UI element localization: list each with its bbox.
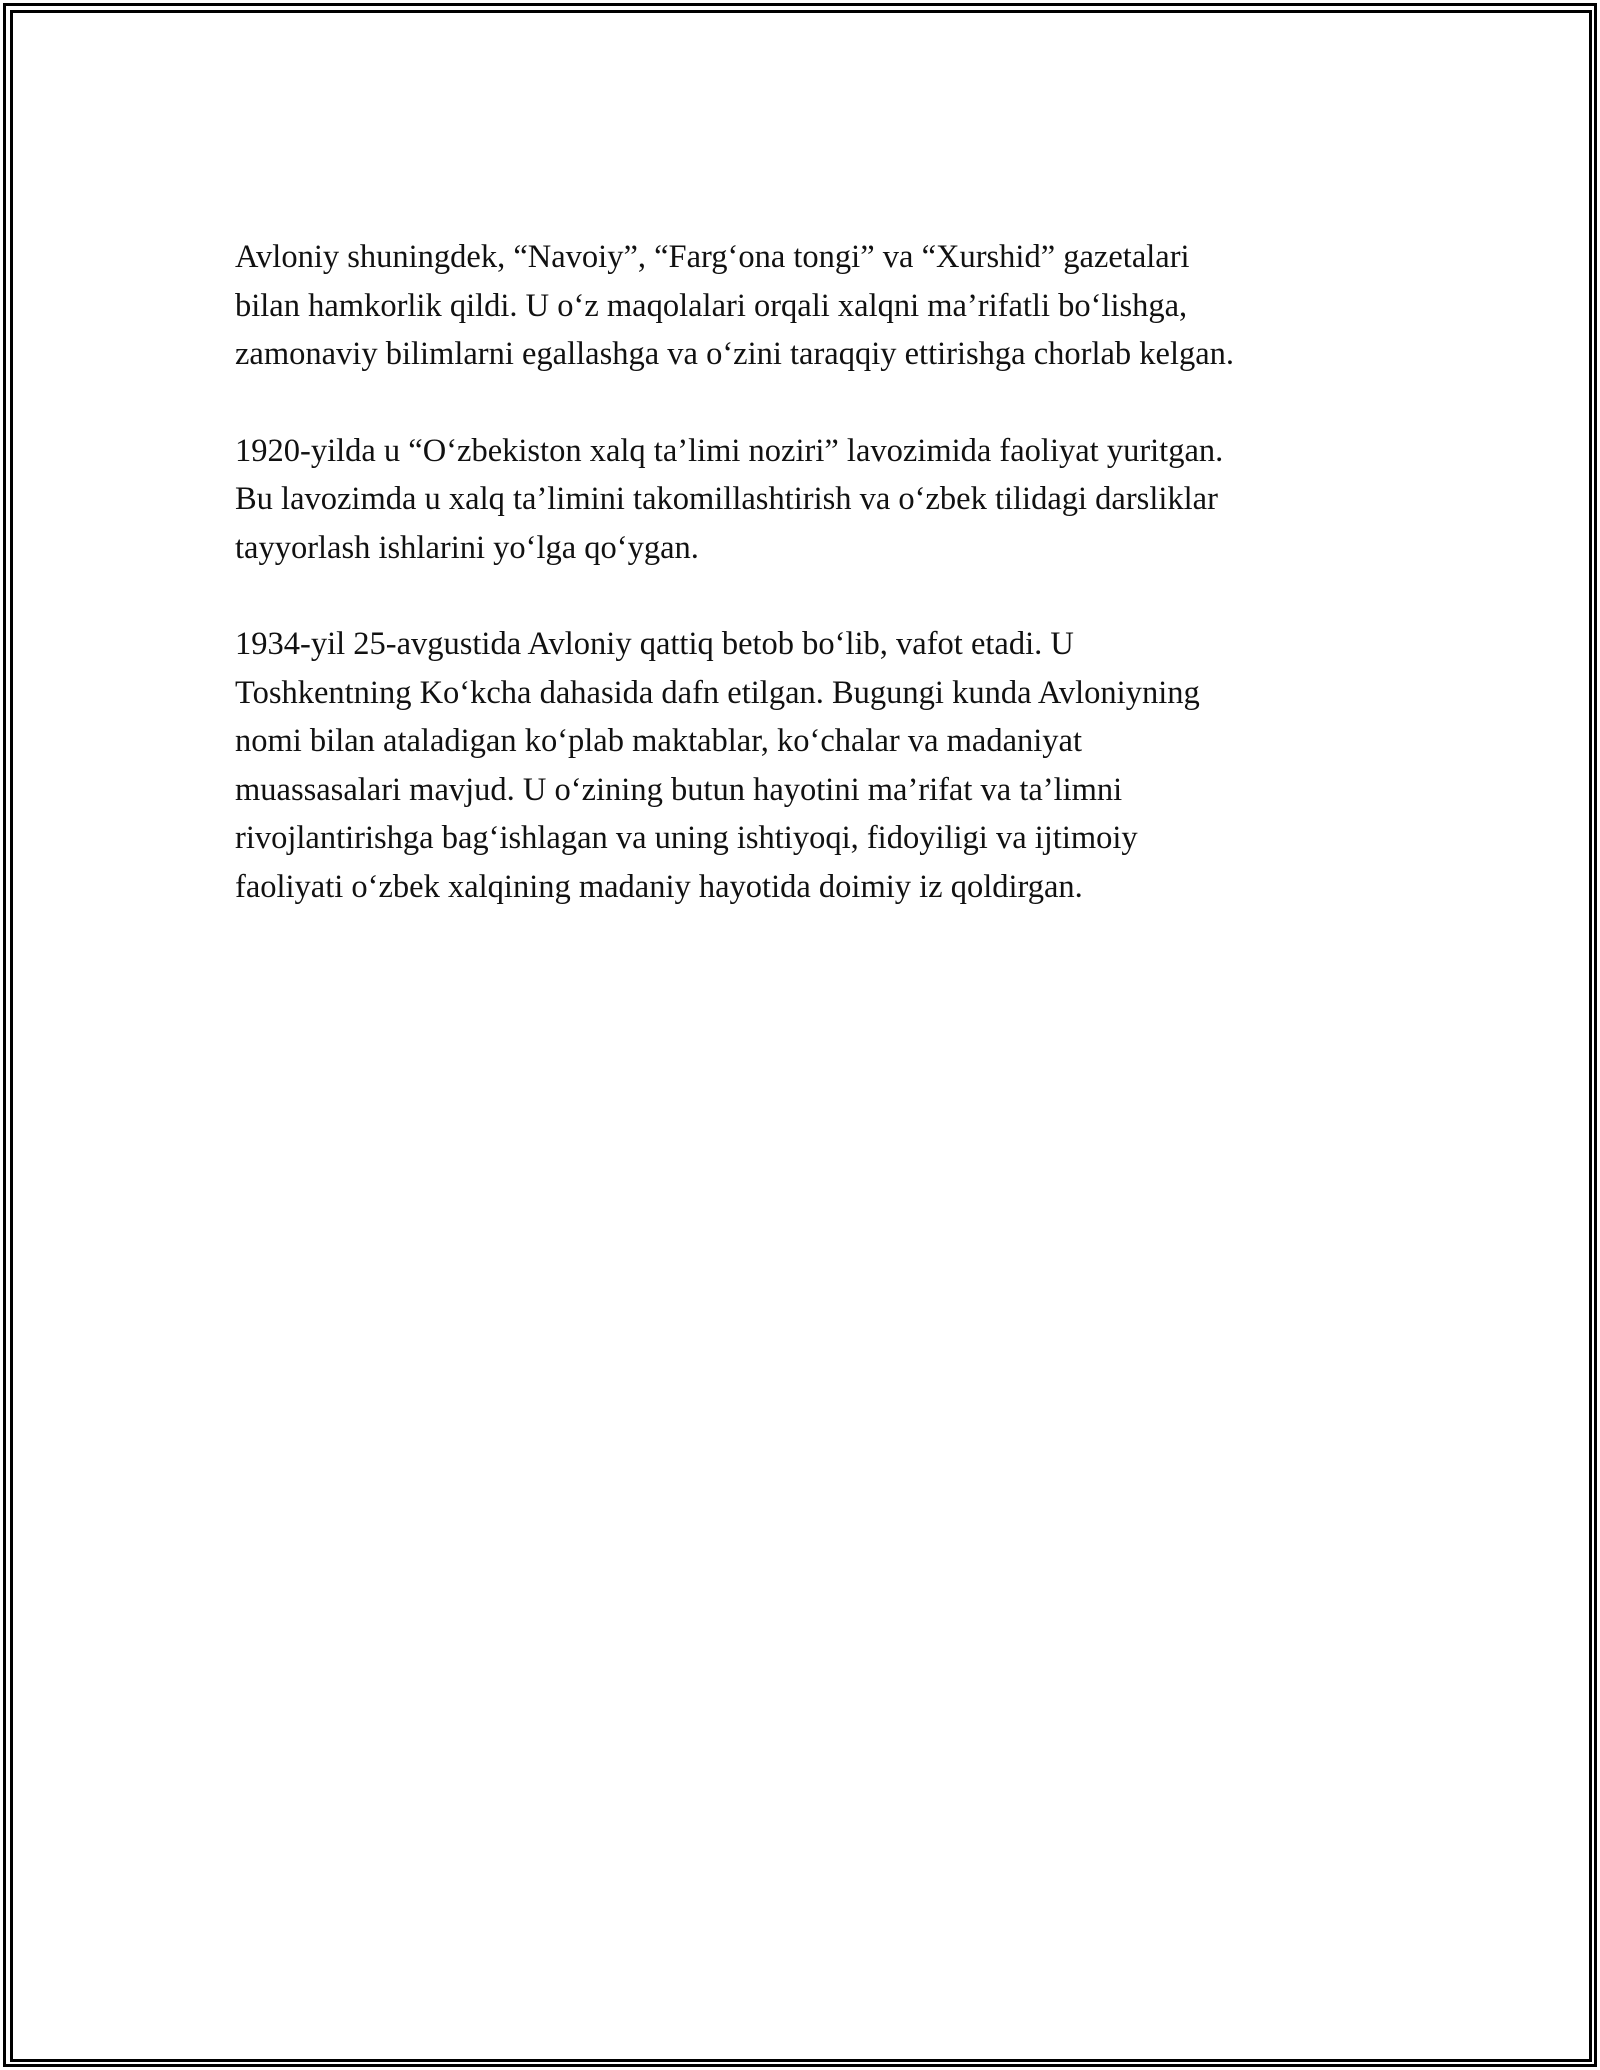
document-body	[235, 233, 1385, 959]
paragraph-3	[235, 620, 1385, 911]
paragraph-line: tayyorlash ishlarini yo‘lga qo‘ygan.	[235, 529, 699, 566]
paragraph-2	[235, 427, 1385, 573]
paragraph-line: rivojlantirishga bag‘ishlagan va uning ishtiyoqi, fidoyiligi va ijtimoiy	[235, 820, 1138, 856]
paragraph-line: muassasalari mavjud. U o‘zining butun hayotini ma’rifat va ta’limni	[235, 771, 1123, 808]
paragraph-line: bilan hamkorlik qildi. U o‘z maqolalari orqali xalqni ma’rifatli bo‘lishga,	[235, 287, 1188, 324]
paragraph-line: nomi bilan ataladigan ko‘plab maktablar, ko‘chalar va madaniyat	[235, 723, 1082, 759]
paragraph-1	[235, 233, 1385, 379]
paragraph-line: 1934-yil 25-avgustida Avloniy qattiq betob bo‘lib, vafot etadi. U	[235, 626, 1074, 662]
paragraph-line: Avloniy shuningdek, “Navoiy”, “Farg‘ona tongi” va “Xurshid” gazetalari	[235, 239, 1190, 275]
paragraph-line: Bu lavozimda u xalq ta’limini takomillashtirish va o‘zbek tilidagi darsliklar	[235, 481, 1218, 517]
paragraph-line: faoliyati o‘zbek xalqining madaniy hayotida doimiy iz qoldirgan.	[235, 868, 1083, 905]
paragraph-line: zamonaviy bilimlarni egallashga va o‘zini taraqqiy ettirishga chorlab kelgan.	[235, 336, 1235, 372]
paragraph-line: Toshkentning Ko‘kcha dahasida dafn etilgan. Bugungi kunda Avloniyning	[235, 674, 1200, 711]
paragraph-line: 1920-yilda u “O‘zbekiston xalq ta’limi noziri” lavozimida faoliyat yuritgan.	[235, 432, 1224, 469]
